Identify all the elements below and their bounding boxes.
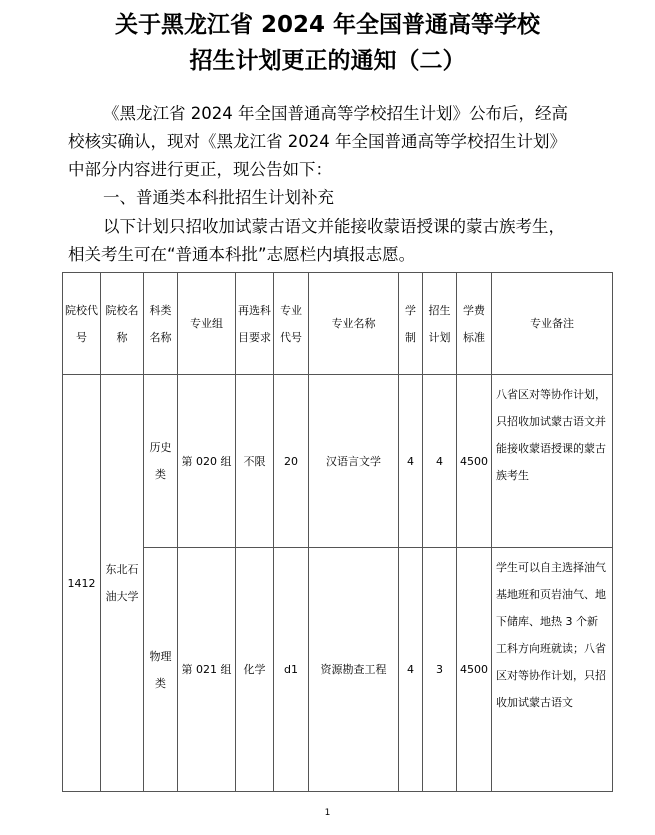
- tuition-cell: 4500: [457, 548, 492, 792]
- header-cell: 学费标准: [457, 273, 492, 375]
- paragraph-1-line-2: 校核实确认，现对《黑龙江省 2024 年全国普通高等学校招生计划》: [68, 132, 566, 151]
- category-cell: 物理类: [144, 548, 178, 792]
- table-row: [63, 375, 613, 548]
- paragraph-2-line-2: 相关考生可在“普通本科批”志愿栏内填报志愿。: [68, 245, 416, 264]
- header-cell: 专业名称: [309, 273, 399, 375]
- enrollment-plan-table: [62, 272, 613, 792]
- section-heading-1: 一、普通类本科批招生计划补充: [103, 188, 334, 207]
- school-name-cell: 东北石油大学: [101, 375, 144, 792]
- major-name-cell: 汉语言文学: [309, 375, 399, 548]
- paragraph-1-line-3: 中部分内容进行更正，现公告如下：: [68, 160, 332, 179]
- document-title-line2: 招生计划更正的通知（二）: [189, 48, 466, 74]
- group-cell: 第 020 组: [178, 375, 236, 548]
- header-cell: 科类名称: [144, 273, 178, 375]
- header-cell: 专业代号: [274, 273, 309, 375]
- major-code-cell: d1: [274, 548, 309, 792]
- header-cell: 专业备注: [492, 273, 613, 375]
- header-cell: 院校代号: [63, 273, 101, 375]
- header-cell: 再选科目要求: [236, 273, 274, 375]
- major-note-cell: 学生可以自主选择油气基地班和页岩油气、地下储库、地热 3 个新工科方向班就读；八省区对等协作计划，只招收加试蒙古语文: [492, 548, 613, 792]
- subject-requirement-cell: 化学: [236, 548, 274, 792]
- major-code-cell: 20: [274, 375, 309, 548]
- major-name-cell: 资源勘查工程: [309, 548, 399, 792]
- page-number: 1: [324, 808, 331, 818]
- plan-count-cell: 4: [423, 375, 457, 548]
- group-cell: 第 021 组: [178, 548, 236, 792]
- table-row: [63, 548, 613, 792]
- paragraph-2-line-1: 以下计划只招收加试蒙古语文并能接收蒙语授课的蒙古族考生，: [103, 217, 565, 236]
- duration-cell: 4: [399, 375, 423, 548]
- tuition-cell: 4500: [457, 375, 492, 548]
- category-cell: 历史类: [144, 375, 178, 548]
- header-cell: 学制: [399, 273, 423, 375]
- duration-cell: 4: [399, 548, 423, 792]
- header-cell: 招生计划: [423, 273, 457, 375]
- header-cell: 院校名称: [101, 273, 144, 375]
- plan-count-cell: 3: [423, 548, 457, 792]
- header-cell: 专业组: [178, 273, 236, 375]
- table-header-row: [63, 273, 613, 375]
- major-note-cell: 八省区对等协作计划，只招收加试蒙古语文并能接收蒙语授课的蒙古族考生: [492, 375, 613, 548]
- document-title-line1: 关于黑龙江省 2024 年全国普通高等学校: [114, 12, 541, 38]
- paragraph-1-line-1: 《黑龙江省 2024 年全国普通高等学校招生计划》公布后，经高: [103, 104, 568, 123]
- school-code-cell: 1412: [63, 375, 101, 792]
- subject-requirement-cell: 不限: [236, 375, 274, 548]
